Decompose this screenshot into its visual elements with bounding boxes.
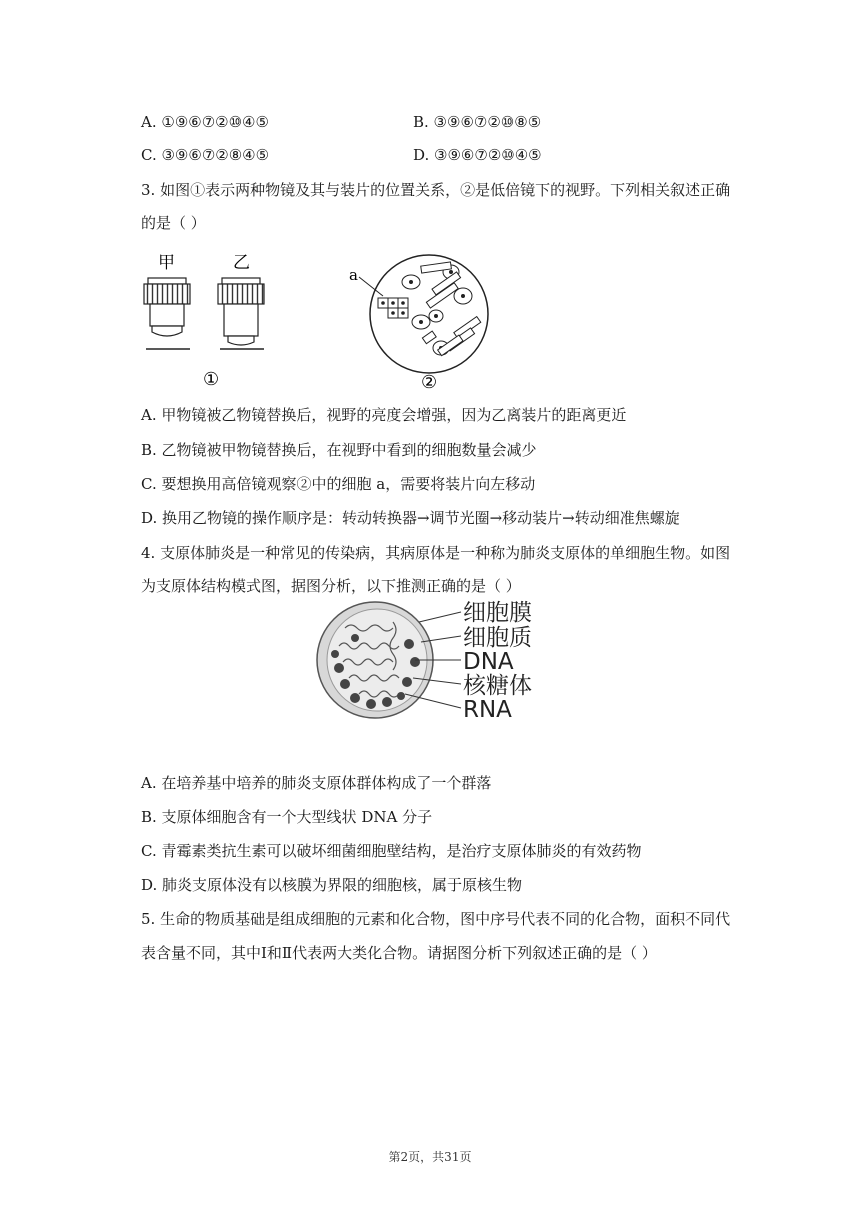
objective-yi	[218, 278, 264, 345]
q5-stem-line2: 表含量不同，其中Ⅰ和Ⅱ代表两大类化合物。请据图分析下列叙述正确的是（ ）	[141, 944, 657, 962]
q3-option-a: A. 甲物镜被乙物镜替换后，视野的亮度会增强，因为乙离装片的距离更近	[141, 406, 627, 424]
q4-stem-line1: 4. 支原体肺炎是一种常见的传染病，其病原体是一种称为肺炎支原体的单细胞生物。如图	[141, 544, 731, 562]
objective-jia-label: 甲	[158, 253, 175, 273]
cell-a-label: a	[349, 266, 358, 284]
q4-option-a: A. 在培养基中培养的肺炎支原体群体构成了一个群落	[141, 774, 492, 792]
objective-jia	[144, 278, 190, 336]
q4-option-d: D. 肺炎支原体没有以核膜为界限的细胞核，属于原核生物	[141, 876, 523, 894]
q3-option-b: B. 乙物镜被甲物镜替换后，在视野中看到的细胞数量会减少	[141, 441, 537, 459]
figure1-caption: ①	[203, 369, 220, 390]
q4-stem-line2: 为支原体结构模式图，据图分析，以下推测正确的是（ ）	[141, 577, 521, 595]
figure2-caption: ②	[421, 372, 438, 393]
q4-option-b: B. 支原体细胞含有一个大型线状 DNA 分子	[141, 808, 433, 826]
q5-stem-line1: 5. 生命的物质基础是组成细胞的元素和化合物，图中序号代表不同的化合物，面积不同代	[141, 910, 731, 928]
label-cell-membrane: 细胞膜	[463, 600, 532, 626]
q4-option-c: C. 青霉素类抗生素可以破坏细菌细胞壁结构，是治疗支原体肺炎的有效药物	[141, 842, 642, 860]
objective-yi-label: 乙	[233, 253, 250, 273]
mycoplasma-structure-figure	[315, 598, 565, 724]
q2-option-d: D. ③⑨⑥⑦②⑩④⑤	[413, 146, 542, 164]
q3-option-c: C. 要想换用高倍镜观察②中的细胞 a，需要将装片向左移动	[141, 475, 536, 493]
objective-lenses-figure	[140, 248, 300, 393]
q2-option-b: B. ③⑨⑥⑦②⑩⑧⑤	[413, 113, 542, 131]
page-footer: 第2页，共31页	[388, 1150, 472, 1164]
q2-option-c: C. ③⑨⑥⑦②⑧④⑤	[141, 146, 270, 164]
label-rna: RNA	[463, 697, 512, 723]
q3-stem-line2: 的是（ ）	[141, 214, 206, 232]
q3-option-d: D. 换用乙物镜的操作顺序是：转动转换器→调节光圈→移动装片→转动细准焦螺旋	[141, 509, 680, 527]
label-dna: DNA	[463, 649, 514, 675]
label-ribosome: 核糖体	[463, 673, 532, 699]
q2-option-a: A. ①⑨⑥⑦②⑩④⑤	[141, 113, 269, 131]
label-cytoplasm: 细胞质	[463, 625, 532, 651]
microscope-field-figure	[345, 244, 495, 394]
q3-stem-line1: 3. 如图①表示两种物镜及其与装片的位置关系，②是低倍镜下的视野。下列相关叙述正确	[141, 181, 731, 199]
